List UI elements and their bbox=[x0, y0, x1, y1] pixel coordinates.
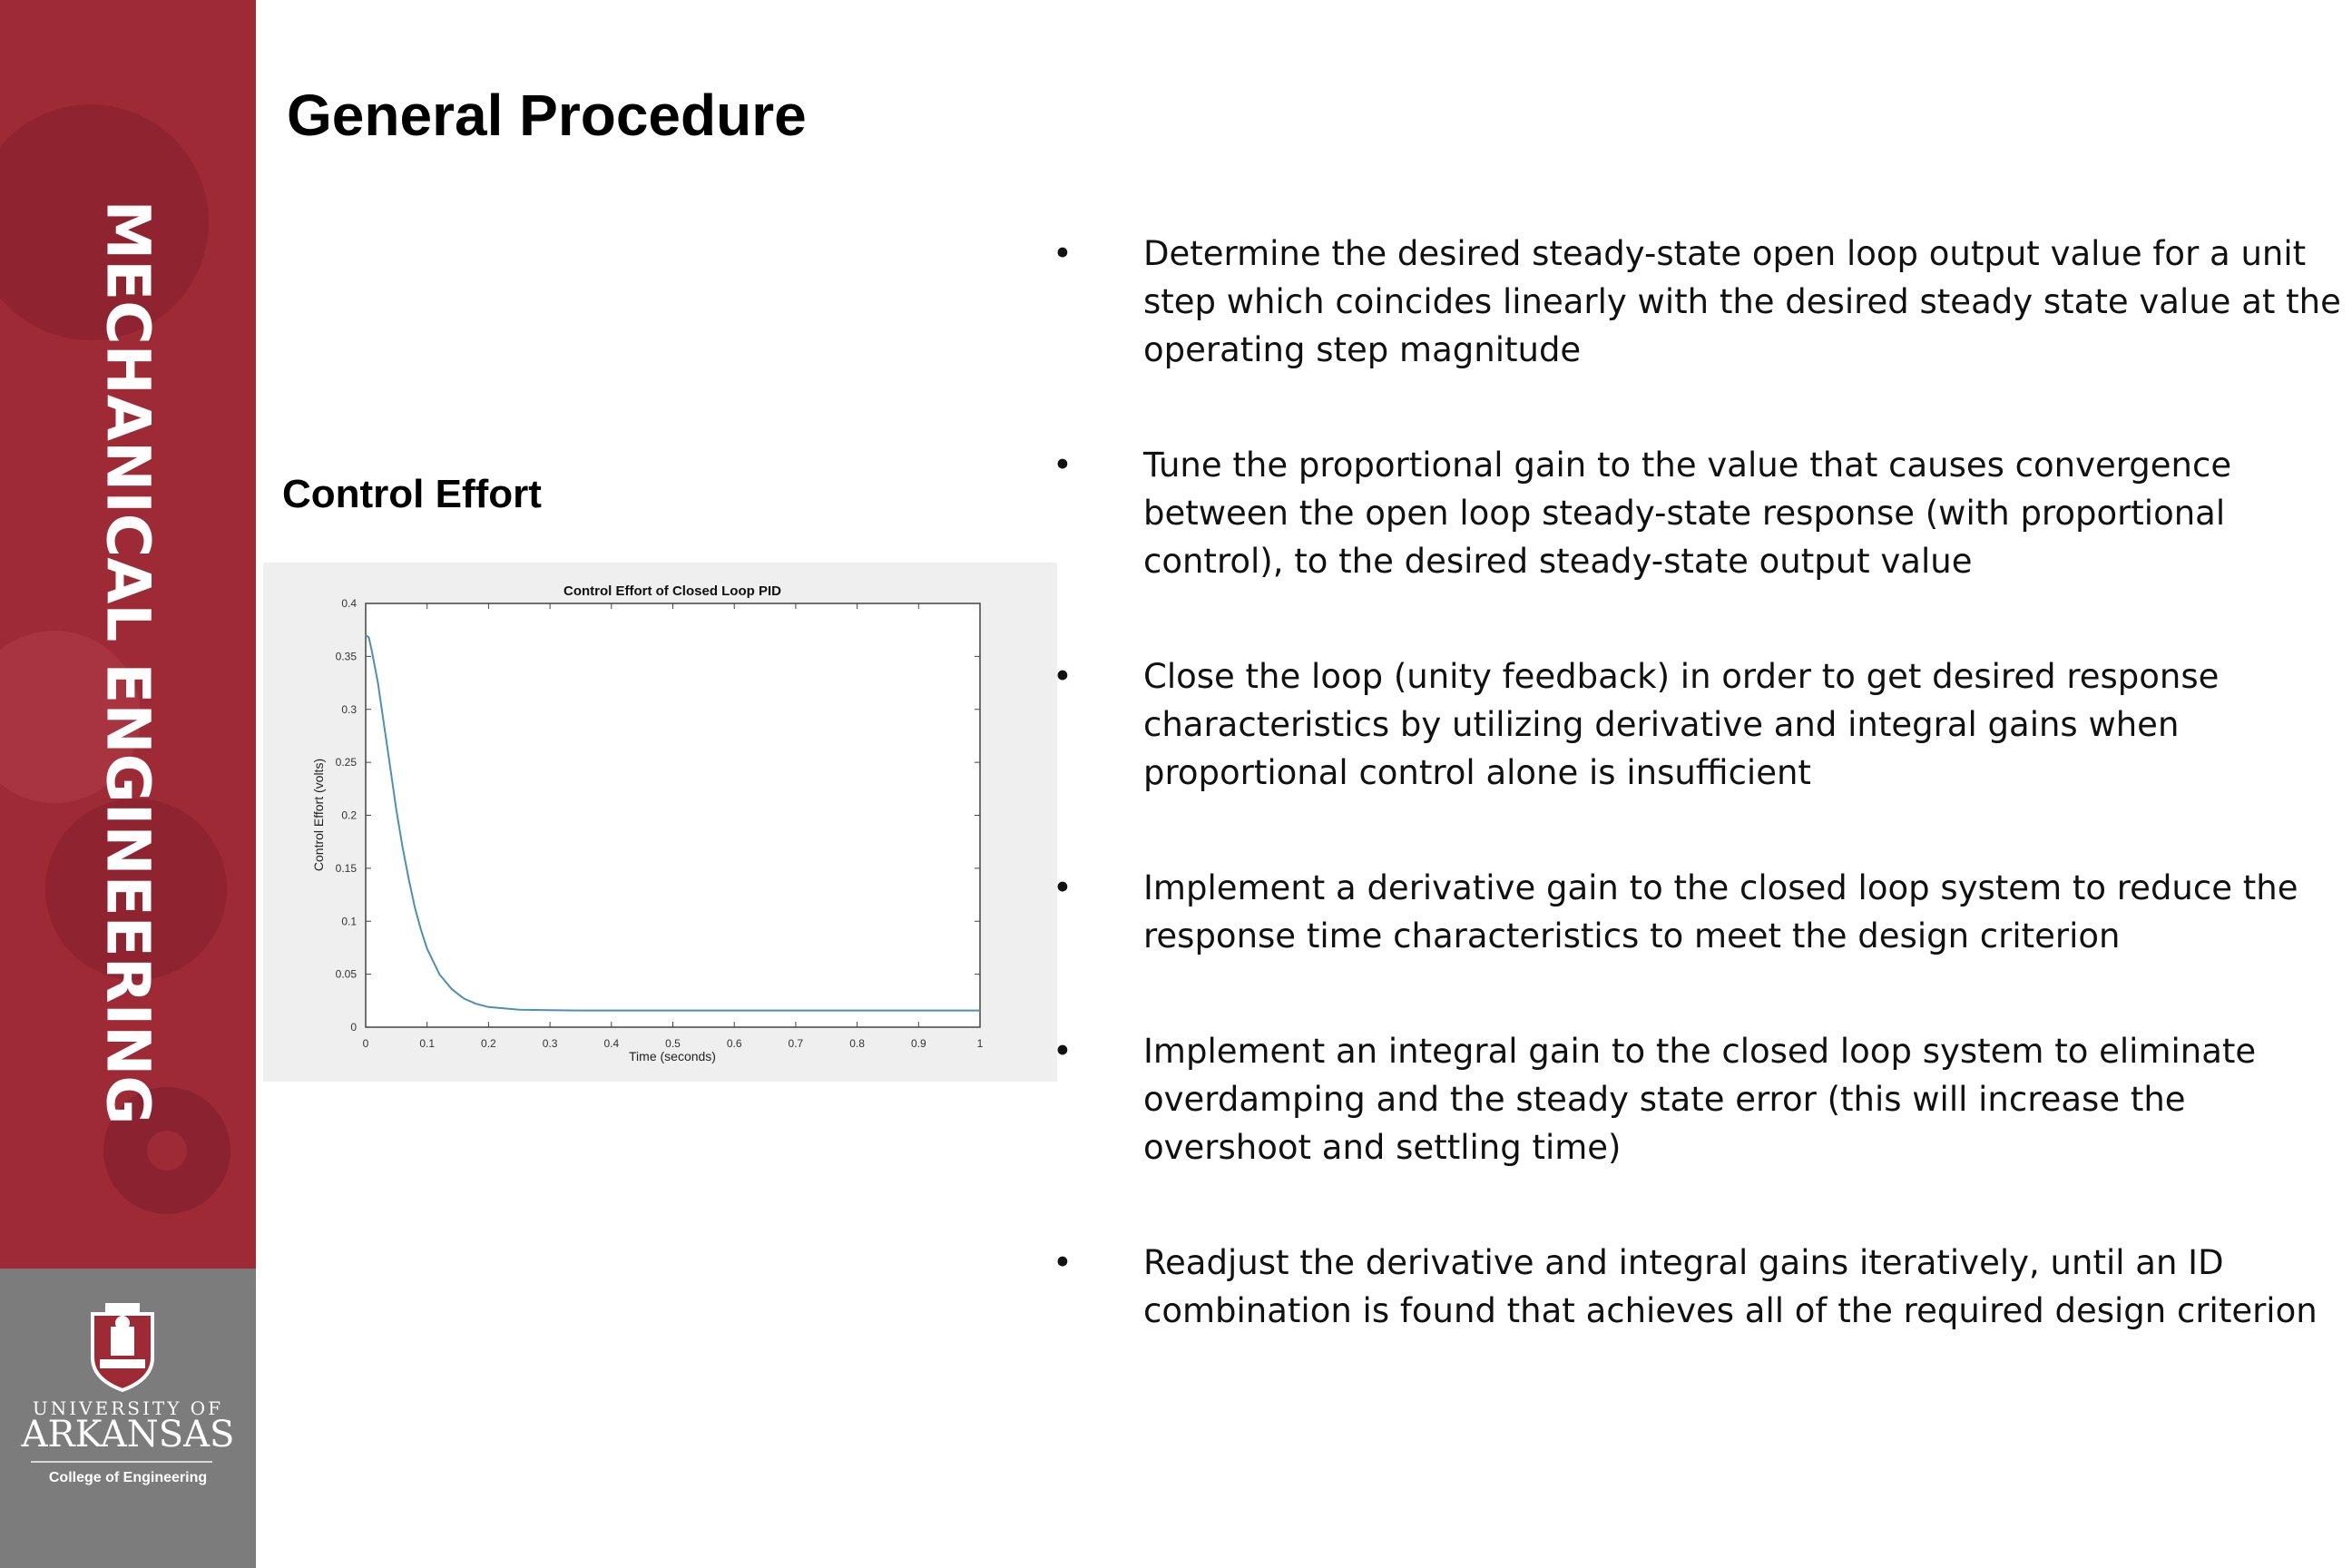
x-tick-label: 0.1 bbox=[419, 1037, 436, 1050]
x-tick-label: 0.5 bbox=[665, 1037, 681, 1050]
list-item bbox=[1053, 441, 2341, 585]
y-tick-label: 0.15 bbox=[335, 861, 357, 875]
x-tick-label: 0.7 bbox=[788, 1037, 804, 1050]
x-tick-label: 0 bbox=[362, 1037, 369, 1050]
y-tick-label: 0.1 bbox=[341, 915, 357, 928]
y-tick-label: 0.35 bbox=[335, 650, 357, 663]
x-axis-label: Time (seconds) bbox=[629, 1049, 716, 1063]
list-item-text: Implement a derivative gain to the closed loop system to reduce the response time characteristics to meet the design criterion bbox=[1143, 868, 2298, 956]
bullet-icon: • bbox=[1053, 1243, 1073, 1282]
bullet-icon: • bbox=[1053, 446, 1073, 485]
list-item-text: Implement an integral gain to the closed loop system to eliminate overdamping and the steady state error (this will increase the overshoot and settling time) bbox=[1143, 1032, 2257, 1167]
logo-name: ARKANSAS bbox=[21, 1414, 235, 1455]
x-tick-label: 0.3 bbox=[542, 1037, 558, 1050]
x-tick-label: 1 bbox=[976, 1037, 984, 1050]
university-logo bbox=[0, 1269, 256, 1568]
x-tick-label: 0.2 bbox=[481, 1037, 496, 1050]
chart-title: Control Effort of Closed Loop PID bbox=[564, 583, 781, 599]
x-tick-label: 0.4 bbox=[603, 1037, 620, 1050]
list-item-text: Close the loop (unity feedback) in order to get desired response characteristics by utilizing derivative and integral gains when proportional control alone is insufficient bbox=[1143, 657, 2220, 792]
y-tick-label: 0.2 bbox=[341, 808, 357, 822]
plot-area bbox=[366, 603, 980, 1027]
list-item-text: Tune the proportional gain to the value that causes convergence between the open loop steady-state response (with proportional control), to the desired steady-state output value bbox=[1143, 446, 2232, 581]
logo-divider bbox=[31, 1461, 212, 1463]
y-tick-label: 0.3 bbox=[341, 702, 357, 716]
department-title: MECHANICAL ENGINEERING bbox=[93, 200, 163, 1125]
logo-university-line: UNIVERSITY OF bbox=[32, 1397, 224, 1419]
y-tick-label: 0.4 bbox=[341, 597, 357, 610]
x-tick-label: 0.8 bbox=[849, 1037, 865, 1050]
y-tick-label: 0 bbox=[350, 1021, 357, 1034]
list-item bbox=[1053, 652, 2341, 797]
page-title: General Procedure bbox=[287, 83, 807, 148]
x-tick-label: 0.9 bbox=[910, 1037, 926, 1050]
y-tick-label: 0.05 bbox=[335, 967, 357, 981]
bullet-icon: • bbox=[1053, 234, 1073, 273]
sidebar bbox=[0, 0, 256, 1568]
list-item-text: Determine the desired steady-state open loop output value for a unit step which coincides linearly with the desired steady state value at the operating step magnitude bbox=[1143, 234, 2341, 369]
university-seal-icon bbox=[87, 1301, 158, 1392]
list-item bbox=[1053, 864, 2341, 960]
list-item bbox=[1053, 230, 2341, 374]
y-tick-label: 0.25 bbox=[335, 756, 357, 769]
list-item bbox=[1053, 1027, 2341, 1171]
y-axis-label: Control Effort (volts) bbox=[311, 758, 326, 872]
list-item-text: Readjust the derivative and integral gains iteratively, until an ID combination is found that achieves all of the required design criterion bbox=[1143, 1243, 2318, 1330]
procedure-list bbox=[1053, 230, 2341, 1402]
x-tick-label: 0.6 bbox=[726, 1037, 742, 1050]
bullet-icon: • bbox=[1053, 657, 1073, 696]
chart-panel bbox=[263, 563, 1057, 1082]
control-effort-chart bbox=[263, 563, 1057, 1082]
list-item bbox=[1053, 1239, 2341, 1335]
logo-college: College of Engineering bbox=[48, 1470, 208, 1485]
section-title: Control Effort bbox=[282, 472, 542, 516]
bullet-icon: • bbox=[1053, 868, 1073, 907]
bullet-icon: • bbox=[1053, 1032, 1073, 1071]
